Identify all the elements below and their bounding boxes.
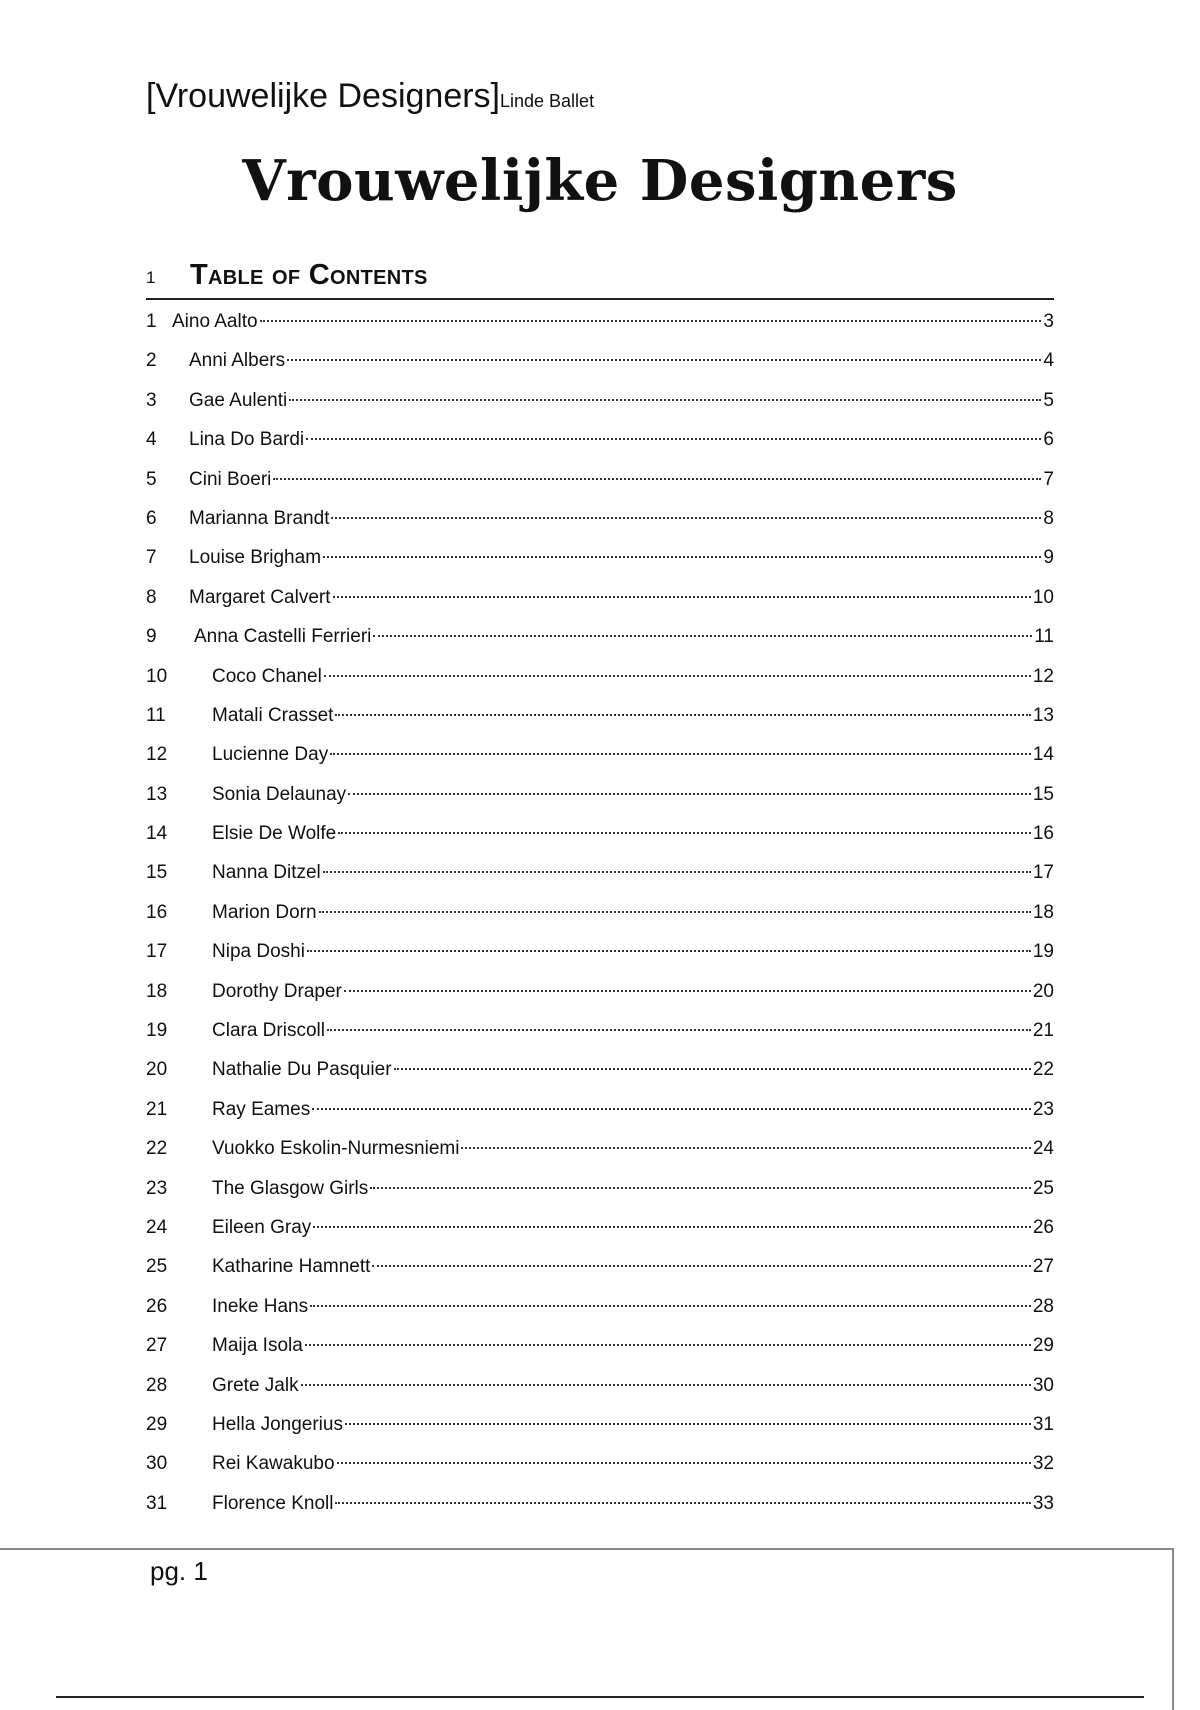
toc-entry-page[interactable]: 13	[1032, 704, 1054, 726]
toc-entry[interactable]	[146, 350, 1054, 389]
toc-entry-page[interactable]: 25	[1032, 1177, 1054, 1199]
toc-entry-title[interactable]: Margaret Calvert	[189, 586, 331, 608]
toc-entry[interactable]	[146, 744, 1054, 783]
toc-entry-title[interactable]: Eileen Gray	[212, 1216, 312, 1238]
toc-heading-label: Table of Contents	[190, 258, 428, 291]
toc-entry[interactable]	[146, 823, 1054, 862]
toc-entry-number: 24	[146, 1216, 168, 1238]
toc-entry-title[interactable]: Aino Aalto	[172, 311, 258, 332]
toc-entry[interactable]	[146, 587, 1054, 626]
header-author: Linde Ballet	[500, 91, 595, 111]
toc-entry-number: 9	[146, 626, 157, 648]
toc-dot-leader	[306, 438, 1041, 440]
toc-entry-number: 3	[146, 389, 157, 411]
toc-dot-leader	[313, 1226, 1031, 1228]
toc-entry-page[interactable]: 20	[1032, 980, 1054, 1002]
toc-entry[interactable]	[146, 1020, 1054, 1059]
toc-entry-number: 16	[146, 901, 168, 923]
toc-entry-number: 26	[146, 1295, 168, 1317]
toc-entry-number: 12	[146, 744, 168, 766]
toc-entry-page[interactable]: 9	[1043, 547, 1054, 569]
toc-entry-number: 6	[146, 507, 157, 529]
toc-entry[interactable]	[146, 784, 1054, 823]
toc-entry-title[interactable]: Nathalie Du Pasquier	[212, 1059, 392, 1081]
toc-dot-leader	[289, 399, 1041, 401]
toc-entry-number: 17	[146, 941, 168, 963]
toc-entry[interactable]	[146, 1059, 1054, 1098]
toc-entry-title[interactable]: Gae Aulenti	[189, 389, 288, 411]
toc-entry[interactable]	[146, 508, 1054, 547]
page-number: pg. 1	[150, 1556, 208, 1586]
toc-dot-leader	[330, 753, 1031, 755]
toc-entry-number: 7	[146, 547, 157, 569]
toc-dot-leader	[344, 990, 1031, 992]
toc-dot-leader	[335, 1502, 1030, 1504]
toc-entry-page[interactable]: 11	[1034, 626, 1054, 648]
toc-entry-title[interactable]: Elsie De Wolfe	[212, 823, 337, 845]
toc-dot-leader	[372, 1265, 1030, 1267]
toc-dot-leader	[287, 359, 1041, 361]
toc-dot-leader	[319, 911, 1031, 913]
toc-dot-leader	[307, 950, 1031, 952]
toc-dot-leader	[373, 635, 1032, 637]
toc-entry-number: 27	[146, 1335, 168, 1357]
toc-entry-page[interactable]: 7	[1043, 468, 1054, 490]
toc-entry[interactable]	[146, 1296, 1054, 1335]
toc-entry[interactable]	[146, 1217, 1054, 1256]
toc-entry-number: 22	[146, 1138, 168, 1160]
toc-entry-number: 23	[146, 1177, 168, 1199]
toc-entry[interactable]	[146, 311, 1054, 350]
toc-entry-page[interactable]: 4	[1043, 350, 1054, 372]
toc-dot-leader	[327, 1029, 1031, 1031]
toc-entry-title[interactable]: Hella Jongerius	[212, 1413, 343, 1435]
toc-entry-number: 15	[146, 862, 168, 884]
toc-entry[interactable]	[146, 626, 1054, 665]
toc-entry-page[interactable]: 33	[1032, 1492, 1054, 1514]
toc-entry-title[interactable]: Ray Eames	[212, 1098, 311, 1120]
toc-entry-page[interactable]: 19	[1032, 941, 1054, 963]
toc-entry-title[interactable]: Lucienne Day	[212, 744, 329, 766]
toc-entry[interactable]	[146, 390, 1054, 429]
toc-entry-page[interactable]: 10	[1032, 586, 1054, 608]
toc-entry-title[interactable]: Dorothy Draper	[212, 980, 342, 1002]
bottom-divider	[56, 1696, 1144, 1698]
toc-entry-page[interactable]: 28	[1032, 1295, 1054, 1317]
toc-entry-number: 20	[146, 1059, 168, 1081]
toc-entry-title[interactable]: Anna Castelli Ferrieri	[194, 626, 372, 648]
toc-dot-leader	[273, 478, 1041, 480]
toc-entry-number: 13	[146, 783, 168, 805]
toc-entry-number: 21	[146, 1098, 168, 1120]
toc-entry-page[interactable]: 31	[1032, 1413, 1054, 1435]
toc-entry-title[interactable]: Anni Albers	[189, 350, 286, 372]
toc-entry-number: 28	[146, 1374, 168, 1396]
toc-entry-title[interactable]: Matali Crasset	[212, 704, 334, 726]
toc-entry-title[interactable]: Marion Dorn	[212, 901, 317, 923]
toc-entry-number: 2	[146, 350, 157, 372]
toc-dot-leader	[333, 596, 1031, 598]
toc-entry[interactable]	[146, 705, 1054, 744]
toc-dot-leader	[338, 832, 1031, 834]
document-title: Vrouwelijke Designers	[242, 148, 958, 214]
toc-entry-page[interactable]: 30	[1032, 1374, 1054, 1396]
toc-entry-title[interactable]: Cini Boeri	[189, 468, 272, 490]
toc-entry-title[interactable]: Rei Kawakubo	[212, 1453, 335, 1475]
toc-entry-page[interactable]: 3	[1043, 311, 1054, 332]
toc-dot-leader	[324, 675, 1031, 677]
toc-dot-leader	[335, 714, 1030, 716]
toc-entry-title[interactable]: The Glasgow Girls	[212, 1177, 369, 1199]
toc-entry[interactable]	[146, 1453, 1054, 1492]
toc-entry[interactable]	[146, 862, 1054, 901]
toc-entry[interactable]	[146, 1138, 1054, 1177]
toc-dot-leader	[331, 517, 1041, 519]
toc-entry[interactable]	[146, 429, 1054, 468]
toc-entry-page[interactable]: 32	[1032, 1453, 1054, 1475]
toc-entry[interactable]	[146, 1178, 1054, 1217]
toc-entry[interactable]	[146, 1493, 1054, 1532]
toc-dot-leader	[394, 1068, 1031, 1070]
toc-list	[146, 311, 1054, 1532]
toc-entry-number: 29	[146, 1413, 168, 1435]
toc-dot-leader	[337, 1462, 1031, 1464]
toc-dot-leader	[323, 556, 1041, 558]
toc-entry-title[interactable]: Grete Jalk	[212, 1374, 299, 1396]
toc-entry-page[interactable]: 21	[1032, 1020, 1054, 1042]
toc-entry-number: 14	[146, 823, 168, 845]
toc-entry-title[interactable]: Ineke Hans	[212, 1295, 309, 1317]
toc-entry-number: 30	[146, 1453, 168, 1475]
toc-entry-number: 8	[146, 586, 157, 608]
toc-heading-number: 1	[146, 268, 156, 287]
toc-entry-title[interactable]: Louise Brigham	[189, 547, 322, 569]
toc-entry-page[interactable]: 8	[1043, 507, 1054, 529]
toc-entry-title[interactable]: Vuokko Eskolin-Nurmesniemi	[212, 1138, 460, 1160]
toc-entry-page[interactable]: 26	[1032, 1216, 1054, 1238]
toc-entry[interactable]	[146, 666, 1054, 705]
toc-entry-page[interactable]: 27	[1032, 1256, 1054, 1278]
toc-entry[interactable]	[146, 469, 1054, 508]
header-title: [Vrouwelijke Designers]	[146, 77, 500, 115]
toc-entry-title[interactable]: Katharine Hamnett	[212, 1256, 371, 1278]
toc-entry-page[interactable]: 24	[1032, 1138, 1054, 1160]
toc-entry-number: 4	[146, 429, 157, 451]
toc-entry-number: 10	[146, 665, 168, 687]
toc-dot-leader	[305, 1344, 1031, 1346]
toc-entry[interactable]	[146, 902, 1054, 941]
toc-entry-page[interactable]: 5	[1043, 389, 1054, 411]
toc-entry-page[interactable]: 17	[1032, 862, 1054, 884]
toc-dot-leader	[345, 1423, 1031, 1425]
toc-dot-leader	[461, 1147, 1030, 1149]
toc-entry[interactable]	[146, 941, 1054, 980]
toc-entry-number: 25	[146, 1256, 168, 1278]
toc-entry-number: 5	[146, 468, 157, 490]
toc-entry-title[interactable]: Sonia Delaunay	[212, 783, 347, 805]
toc-entry-page[interactable]: 29	[1032, 1335, 1054, 1357]
toc-entry-number: 18	[146, 980, 168, 1002]
toc-entry[interactable]	[146, 1256, 1054, 1295]
toc-entry-title[interactable]: Maija Isola	[212, 1335, 303, 1357]
toc-dot-leader	[310, 1305, 1031, 1307]
toc-entry-number: 1	[146, 311, 157, 332]
toc-heading	[146, 252, 1054, 300]
toc-entry-page[interactable]: 12	[1032, 665, 1054, 687]
toc-entry-page[interactable]: 18	[1032, 901, 1054, 923]
toc-dot-leader	[348, 793, 1031, 795]
toc-entry-title[interactable]: Florence Knoll	[212, 1492, 334, 1514]
toc-entry-title[interactable]: Coco Chanel	[212, 665, 322, 687]
toc-dot-leader	[312, 1108, 1031, 1110]
toc-entry-number: 11	[146, 704, 166, 726]
toc-entry[interactable]	[146, 1335, 1054, 1374]
toc-entry-page[interactable]: 22	[1032, 1059, 1054, 1081]
toc-entry-page[interactable]: 23	[1032, 1098, 1054, 1120]
toc-entry-title[interactable]: Nanna Ditzel	[212, 862, 321, 884]
toc-entry-title[interactable]: Lina Do Bardi	[189, 429, 305, 451]
toc-entry-page[interactable]: 14	[1032, 744, 1054, 766]
toc-entry-title[interactable]: Clara Driscoll	[212, 1020, 325, 1042]
toc-dot-leader	[301, 1384, 1031, 1386]
toc-entry-page[interactable]: 6	[1043, 429, 1054, 451]
toc-entry[interactable]	[146, 547, 1054, 586]
toc-entry-number: 31	[146, 1492, 168, 1514]
toc-dot-leader	[323, 871, 1031, 873]
toc-entry-page[interactable]: 16	[1032, 823, 1054, 845]
toc-dot-leader	[370, 1187, 1031, 1189]
toc-entry-title[interactable]: Nipa Doshi	[212, 941, 305, 963]
toc-entry[interactable]	[146, 1375, 1054, 1414]
toc-entry-title[interactable]: Marianna Brandt	[189, 507, 330, 529]
toc-dot-leader	[260, 320, 1042, 322]
toc-entry[interactable]	[146, 1414, 1054, 1453]
toc-entry[interactable]	[146, 1099, 1054, 1138]
toc-entry-page[interactable]: 15	[1032, 783, 1054, 805]
toc-entry-number: 19	[146, 1020, 168, 1042]
running-header	[146, 74, 594, 123]
toc-entry[interactable]	[146, 981, 1054, 1020]
